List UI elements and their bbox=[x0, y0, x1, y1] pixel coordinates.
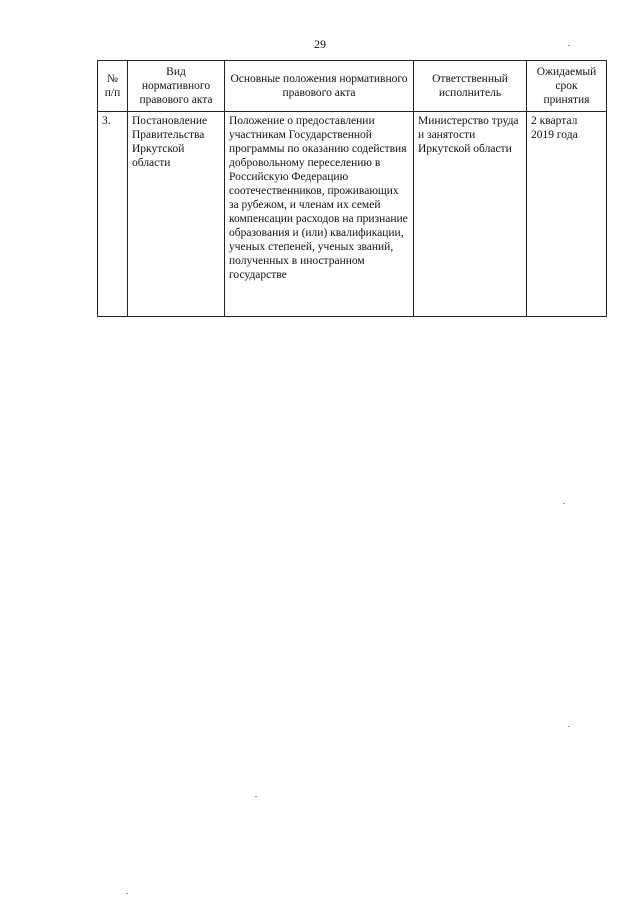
header-num: № п/п bbox=[98, 61, 128, 112]
header-kind: Вид нормативного правового акта bbox=[128, 61, 225, 112]
acts-table bbox=[97, 60, 607, 317]
cell-term: 2 квартал 2019 года bbox=[527, 112, 607, 317]
table-header-row bbox=[98, 61, 607, 112]
page-number: 29 bbox=[314, 37, 326, 51]
table-row bbox=[98, 112, 607, 317]
cell-kind: Постановление Правительства Иркутской области bbox=[128, 112, 225, 317]
header-provisions: Основные положения нормативного правового акта bbox=[225, 61, 414, 112]
header-responsible: Ответственный исполнитель bbox=[414, 61, 527, 112]
cell-responsible: Министерство труда и занятости Иркутской области bbox=[414, 112, 527, 317]
scan-speck bbox=[568, 45, 570, 46]
header-term: Ожидаемый срок принятия bbox=[527, 61, 607, 112]
scan-speck bbox=[563, 503, 565, 504]
cell-provisions: Положение о предоставлении участникам Государственной программы по оказанию содействия добровольному переселению в Российскую Федерацию соотечественников, проживающих за рубежом, и членам их семей компенсации расходов на признание образования и (или) квалификации, ученых степеней, ученых званий, полученных в иностранном государстве bbox=[225, 112, 414, 317]
cell-num: 3. bbox=[98, 112, 128, 317]
scan-speck bbox=[568, 726, 570, 727]
scan-speck bbox=[126, 893, 128, 894]
scan-speck bbox=[255, 796, 257, 797]
